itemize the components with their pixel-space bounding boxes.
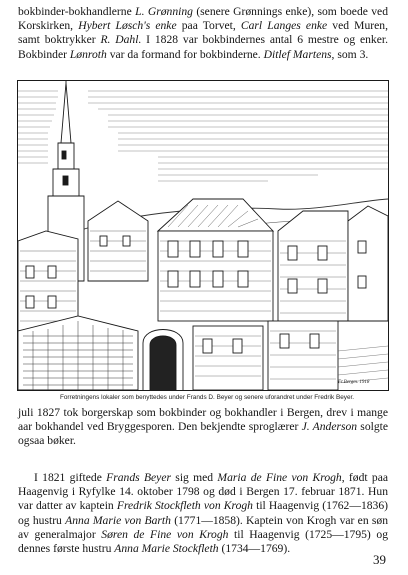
stone-arch xyxy=(143,330,183,391)
italic-name: Fredrik Stockfleth von Krogh xyxy=(116,499,253,513)
italic-name: Ditlef Martens xyxy=(263,47,332,61)
italic-name: Søren de Fine von Krogh xyxy=(101,527,229,541)
artist-signature: Fr.Bergm. 1918 xyxy=(338,380,370,385)
street-illustration xyxy=(17,80,389,391)
figure-caption: Forretningens lokaler som benyttedes under Frands D. Beyer og senere uforandret under Fredrik Beyer. xyxy=(59,394,355,401)
paragraph-top: bokbinder-bokhandlerne L. Grønning (senere Grønnings enke), som boede ved Korskirken, Hybert Løsch's enke paa Torvet, Carl Langes enke ved Muren, samt boktrykker R. Dahl. I 1828 var bokbindernes antal 6 mestre og enker. Bokbinder Lønroth var da formand for bokbinderne. Ditlef Martens, som 3. xyxy=(18,5,388,61)
italic-name: L. Grønning xyxy=(135,5,193,18)
italic-name: Anna Marie Stockfleth xyxy=(114,542,219,556)
italic-name: R. Dahl. xyxy=(100,33,142,47)
italic-name: Anna Marie von Barth xyxy=(65,513,171,527)
italic-name: Maria de Fine von Krogh xyxy=(217,471,342,484)
italic-name: Lønroth xyxy=(69,47,107,61)
illustration-drawing xyxy=(18,81,388,390)
italic-name: J. Anderson xyxy=(301,420,358,434)
central-house xyxy=(158,199,273,321)
italic-name: Carl Langes enke xyxy=(240,19,328,33)
italic-name: Hybert Løsch's enke xyxy=(78,19,177,33)
paragraph-lower: I 1821 giftede Frands Beyer sig med Maria de Fine von Krogh, født paa Haagenvig i Ryfylke 14. oktober 1798 og død i Bergen 17. februar 1871. Hun var datter av kaptein Fredrik Stockfleth von Krogh til Haagenvig (1762—1836) og hustru Anna Marie von Barth (1771—1858). Kaptein von Krogh var en søn av generalmajor Søren de Fine von Krogh til Haagenvig (1725—1795) og dennes første hustru Anna Marie Stockfleth (1734—1769). xyxy=(18,471,389,556)
paragraph-middle: juli 1827 tok borgerskap som bokbinder og bokhandler i Bergen, drev i mange aar bokhandel ved Bryggesporen. Den bekjendte sproglærer J. Anderson solgte ogsaa bøker. xyxy=(18,406,389,448)
page-number: 39 xyxy=(373,552,386,567)
italic-name: Frands Beyer xyxy=(106,471,171,484)
